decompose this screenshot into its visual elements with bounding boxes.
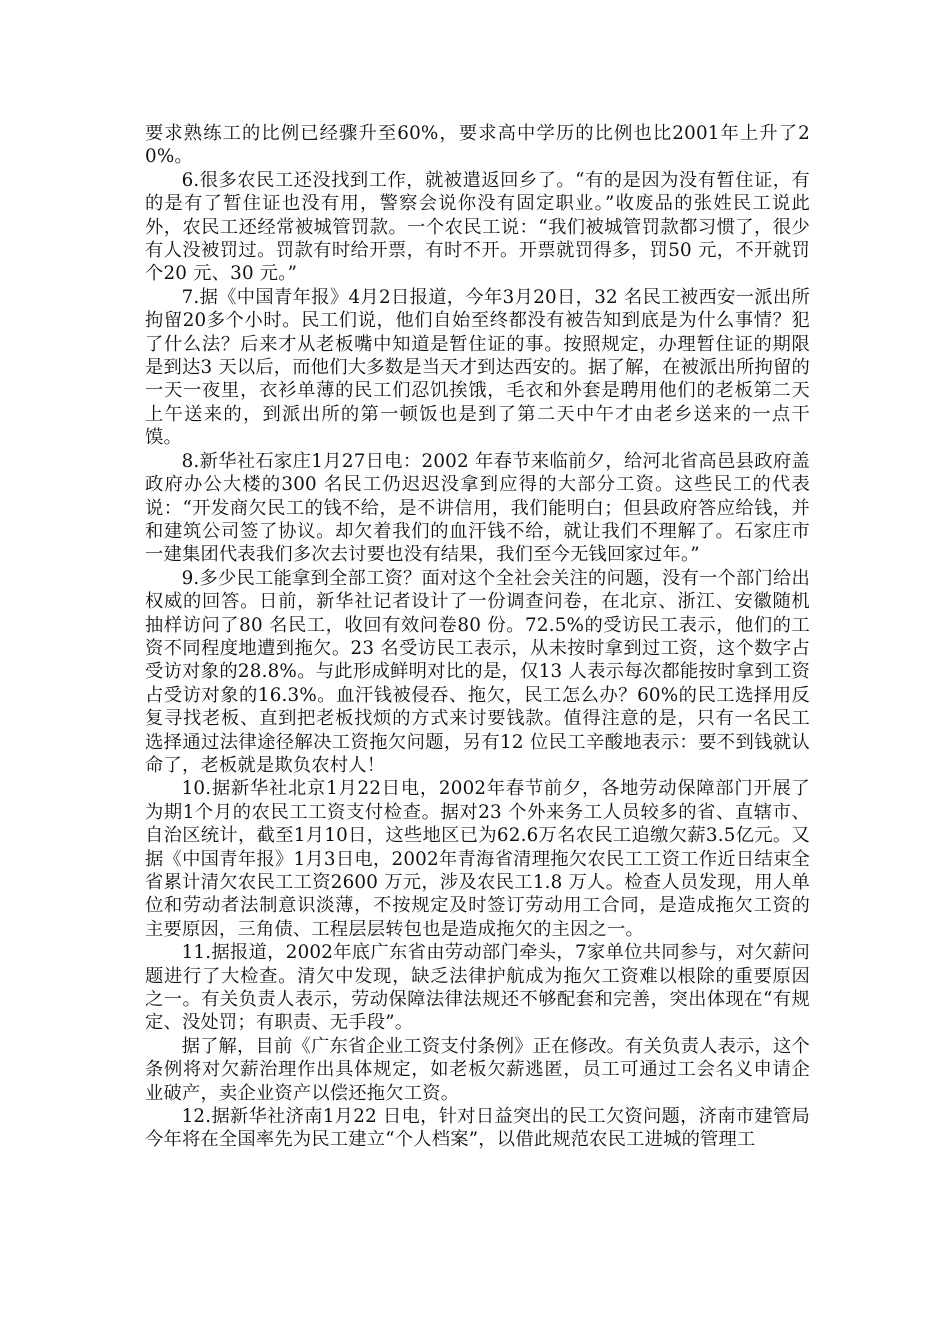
paragraph-item-8: 8.新华社石家庄1月27日电：2002 年春节来临前夕，给河北省高邑县政府盖政府办公大楼的300 名民工仍迟迟没拿到应得的大部分工资。这些民工的代表说：“开发商欠民工的钱不给，是不讲信用，我们能明白；但县政府答应给钱，并和建筑公司签了协议。却欠着我们的血汗钱不给，就让我们不理解了。石家庄市一建集团代表我们多次去讨要也没有结果，我们至今无钱回家过年。” — [145, 450, 810, 566]
document-body — [145, 122, 810, 1152]
paragraph-item-7: 7.据《中国青年报》4月2日报道，今年3月20日，32 名民工被西安一派出所拘留20多个小时。民工们说，他们自始至终都没有被告知到底是为什么事情？犯了什么法？后来才从老板嘴中知道是暂住证的事。按照规定，办理暂住证的期限是到达3 天以后，而他们大多数是当天才到达西安的。据了解，在被派出所拘留的一天一夜里，衣衫单薄的民工们忍饥挨饿，毛衣和外套是聘用他们的老板第二天上午送来的，到派出所的第一顿饭也是到了第二天中午才由老乡送来的一点干馍。 — [145, 286, 810, 449]
paragraph-item-11-followup: 据了解，目前《广东省企业工资支付条例》正在修改。有关负责人表示，这个条例将对欠薪治理作出具体规定，如老板欠薪逃匿，员工可通过工会名义申请企业破产，卖企业资产以偿还拖欠工资。 — [145, 1035, 810, 1104]
paragraph-item-6: 6.很多农民工还没找到工作，就被遣返回乡了。“有的是因为没有暂住证，有的是有了暂住证也没有用，警察会说你没有固定职业。”收废品的张姓民工说此外，农民工还经常被城管罚款。一个农民工说：“我们被城管罚款都习惯了，很少有人没被罚过。罚款有时给开票，有时不开。开票就罚得多，罚50 元，不开就罚个20 元、30 元。” — [145, 169, 810, 285]
paragraph-item-11: 11.据报道，2002年底广东省由劳动部门牵头，7家单位共同参与，对欠薪问题进行了大检查。清欠中发现，缺乏法律护航成为拖欠工资难以根除的重要原因之一。有关负责人表示，劳动保障法律法规还不够配套和完善，突出体现在“有规定、没处罚；有职责、无手段”。 — [145, 942, 810, 1034]
paragraph-item-9: 9.多少民工能拿到全部工资？面对这个全社会关注的问题，没有一个部门给出权威的回答。日前，新华社记者设计了一份调查问卷，在北京、浙江、安徽随机抽样访问了80 名民工，收回有效问卷80 份。72.5%的受访民工表示，他们的工资不同程度地遭到拖欠。23 名受访民工表示，从未按时拿到过工资，这个数字占受访对象的28.8%。与此形成鲜明对比的是，仅13 人表示每次都能按时拿到工资占受访对象的16.3%。血汗钱被侵吞、拖欠，民工怎么办？60%的民工选择用反复寻找老板、直到把老板找烦的方式来讨要钱款。值得注意的是，只有一名民工选择通过法律途径解决工资拖欠问题，另有12 位民工辛酸地表示：要不到钱就认命了，老板就是欺负农村人！ — [145, 567, 810, 776]
paragraph-item-10: 10.据新华社北京1月22日电，2002年春节前夕，各地劳动保障部门开展了为期1个月的农民工工资支付检查。据对23 个外来务工人员较多的省、直辖市、自治区统计，截至1月10日，这些地区已为62.6万名农民工追缴欠薪3.5亿元。又据《中国青年报》1月3日电，2002年青海省清理拖欠农民工工资工作近日结束全省累计清欠农民工工资2600 万元，涉及农民工1.8 万人。检查人员发现，用人单位和劳动者法制意识淡薄，不按规定及时签订劳动用工合同，是造成拖欠工资的主要原因，三角债、工程层层转包也是造成拖欠的主因之一。 — [145, 778, 810, 940]
paragraph-item-12: 12.据新华社济南1月22 日电，针对日益突出的民工欠资问题，济南市建管局今年将在全国率先为民工建立“个人档案”，以借此规范农民工进城的管理工 — [145, 1106, 810, 1151]
paragraph-continuation: 要求熟练工的比例已经骤升至60%，要求高中学历的比例也比2001年上升了20%。 — [145, 123, 810, 168]
